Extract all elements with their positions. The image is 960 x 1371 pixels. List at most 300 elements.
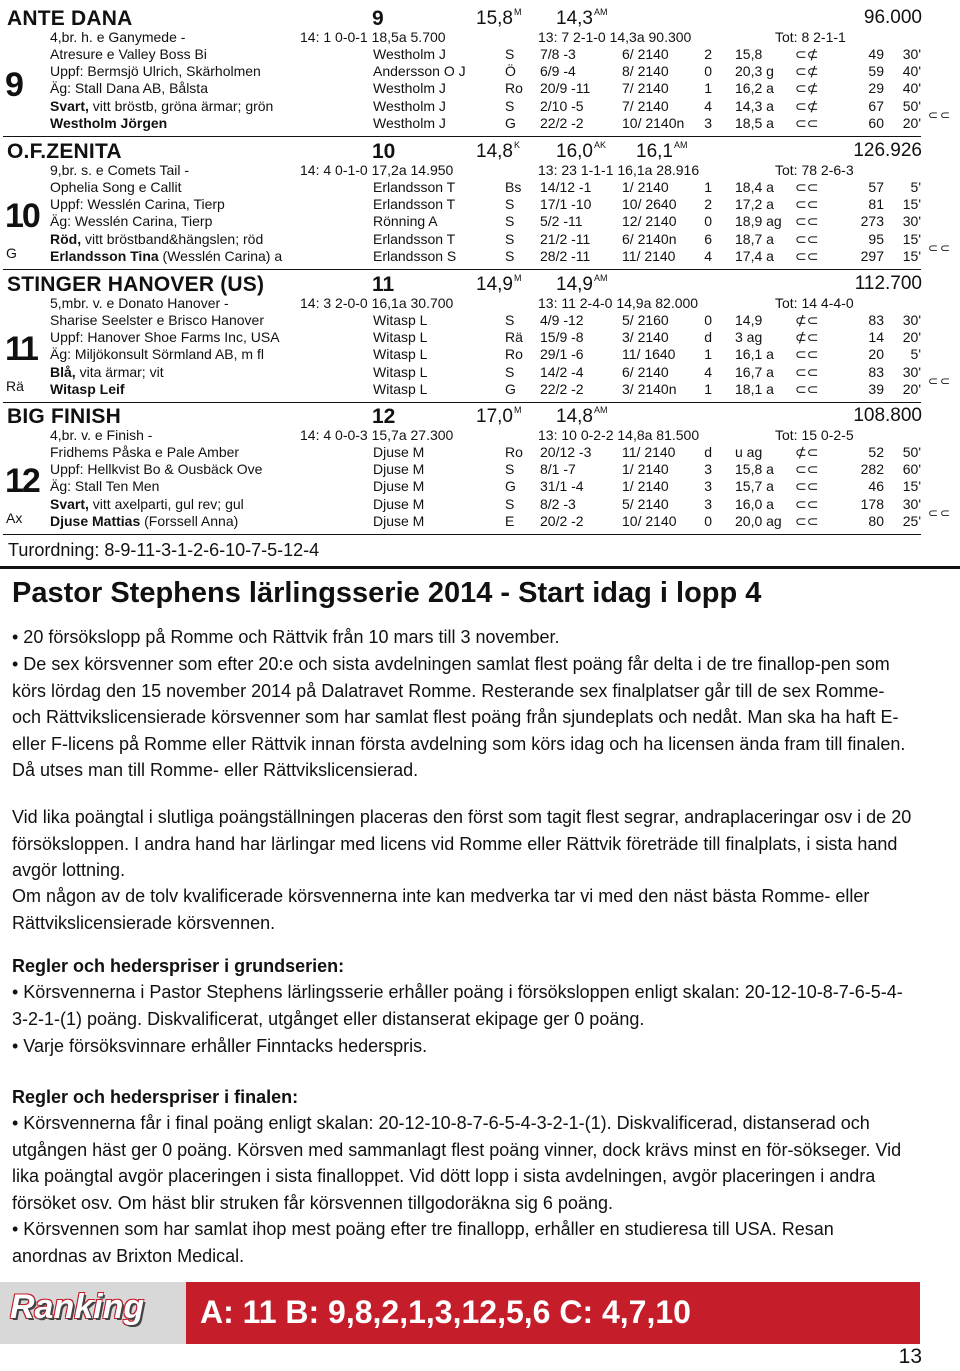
cell-t: Ro (505, 444, 523, 460)
cell-tm: 15,8 (735, 46, 763, 62)
stats-c: 13: 11 2-4-0 14,9a 82.000 (538, 295, 699, 311)
cell-pl: 4 (704, 363, 712, 380)
info-section (0, 566, 960, 1279)
cell-sh: ⊄⊂ (795, 312, 819, 328)
divider (3, 269, 921, 270)
cell-sh: ⊂⊄ (795, 80, 819, 97)
cell-t: E (505, 512, 515, 529)
cell-dist: 11/ 2140 (622, 444, 676, 460)
info-p6: • Varje försöksvinnare erhåller Finntacks hederspris. (12, 1036, 428, 1056)
cell-t: S (505, 46, 515, 62)
cell-pr: 20' (902, 380, 921, 397)
stats-d: Tot: 15 0-2-5 (775, 427, 854, 443)
divider (3, 534, 921, 535)
cell-pl: 0 (704, 63, 712, 80)
cell-dist: 12/ 2140 (622, 213, 677, 230)
race-line (0, 444, 930, 461)
horse-name: O.F.ZENITA (7, 140, 122, 163)
horse-name: ANTE DANA (7, 7, 133, 30)
info-text: Äg: Miljökonsult Sörmland AB, m fl (50, 346, 264, 363)
cell-sh: ⊂⊂ (795, 230, 819, 247)
info-bold: Svart, (50, 97, 89, 114)
cell-t: S (505, 213, 515, 230)
stats-c: 13: 10 0-2-2 14,8a 81.500 (538, 427, 700, 443)
cell-pr: 5' (910, 179, 921, 195)
cell-tm: 16,7 a (735, 363, 774, 380)
info-text: Svart, vitt axelparti, gul rev; gul (50, 495, 244, 512)
cell-dt: 31/1 -4 (540, 478, 584, 495)
info-bold: Svart, (50, 495, 89, 512)
horse-entry (0, 8, 960, 138)
info-text: Atresure e Valley Boss Bi (50, 46, 207, 62)
cell-d: Westholm J (373, 97, 446, 114)
cell-d: Andersson O J (373, 63, 466, 80)
horse-header (0, 8, 930, 30)
cell-tm: 16,0 a (735, 495, 774, 512)
cell-dist: 1/ 2140 (622, 478, 669, 495)
cell-pr: 30' (902, 495, 921, 512)
cell-d: Witasp L (373, 312, 428, 328)
race-line (0, 478, 930, 495)
cell-sh: ⊄⊂ (795, 329, 819, 346)
cell-sh: ⊂⊂ (795, 380, 819, 397)
cell-pr: 30' (902, 312, 921, 328)
race-line (0, 364, 930, 381)
cell-pr: 5' (910, 346, 921, 363)
cell-pr: 40' (902, 63, 921, 80)
info-text: Fridhems Påska e Pale Amber (50, 444, 240, 460)
horse-name: STINGER HANOVER (US) (7, 273, 265, 296)
cell-t: S (505, 247, 515, 264)
cell-tm: 17,4 a (735, 247, 774, 264)
info-text: Blå, vita ärmar; vit (50, 363, 164, 380)
cell-t: S (505, 312, 515, 328)
cell-pr: 15' (902, 230, 921, 247)
cell-sh: ⊂⊂ (795, 196, 819, 213)
cell-od: 282 (860, 461, 884, 478)
cell-dist: 10/ 2140n (622, 114, 685, 131)
cell-od: 52 (868, 444, 884, 460)
start-number: 11 (372, 273, 395, 296)
cell-sh: ⊂⊂ (795, 213, 819, 230)
cell-dt: 22/2 -2 (540, 114, 584, 131)
cell-dist: 11/ 2140 (622, 247, 676, 264)
cell-dt: 4/9 -12 (540, 312, 584, 328)
cell-dt: 5/2 -11 (540, 213, 583, 230)
ranking-label: Ranking (10, 1288, 145, 1326)
cell-sh: ⊂⊂ (795, 461, 819, 478)
cell-d: Westholm J (373, 46, 446, 62)
earnings: 108.800 (853, 405, 922, 426)
cell-t: S (505, 97, 515, 114)
race-line (0, 213, 930, 230)
cell-dt: 21/2 -11 (540, 230, 591, 247)
cell-pr: 50' (902, 97, 921, 114)
turordning: Turordning: 8-9-11-3-1-2-6-10-7-5-12-4 (8, 540, 320, 560)
cell-sh: ⊂⊂ (795, 478, 819, 495)
cell-d: Erlandsson T (373, 179, 456, 195)
cell-sh: ⊂⊂ (795, 114, 819, 131)
info-bold: Westholm Jörgen (50, 114, 168, 131)
cell-od: 49 (868, 46, 884, 62)
race-line (0, 196, 930, 213)
cell-od: 178 (860, 495, 884, 512)
record-1: $17,0^M$ (476, 405, 522, 427)
cell-pl: 1 (704, 80, 712, 97)
cell-dist: 7/ 2140 (622, 80, 669, 97)
info-p7: • Körsvennerna får i final poäng enligt skalan: 20-12-10-8-7-6-5-4-3-2-1-(1). Diskvalificerad, distanserad och utgången häst ger 0 poäng. Körsven med sammanlagt flest poäng vinner, dock krävs minst en för-sökseger. Vid lika poängtal avgör placeringen i sista finalloppet. Vid dött lopp i sista avdelningen, avgör placeringen i andra försöket osv. Om häst blir struken får körsvennen tillgodoräkna sig 6 poäng. (12, 1113, 902, 1213)
cell-tm: 16,1 a (735, 346, 774, 363)
record-3: $16,1^{AM}$ (636, 140, 688, 162)
cell-t: Ö (505, 63, 516, 80)
cell-dist: 6/ 2140 (622, 363, 669, 380)
cell-dt: 2/10 -5 (540, 97, 584, 114)
record-3 (636, 273, 637, 296)
cell-od: 297 (860, 247, 884, 264)
info-p8: • Körsvennen som har samlat ihop mest poäng efter tre finallopp, erhåller en studieresa till USA. Resan anordnas av Brixton Medical. (12, 1219, 834, 1266)
cell-pr: 15' (902, 247, 921, 264)
cell-dist: 5/ 2160 (622, 312, 669, 328)
cell-t: Rä (505, 329, 523, 346)
stats-line (0, 427, 930, 444)
info-bold: Erlandsson Tina (50, 247, 159, 264)
cell-d: Westholm J (373, 114, 446, 131)
cell-od: 14 (868, 329, 884, 346)
cell-dt: 8/2 -3 (540, 495, 576, 512)
cell-dt: 8/1 -7 (540, 461, 576, 478)
cell-t: Ro (505, 346, 523, 363)
cell-dt: 20/9 -11 (540, 80, 591, 97)
cell-tm: 18,1 a (735, 380, 774, 397)
start-number: 9 (372, 7, 384, 30)
cell-d: Witasp L (373, 363, 428, 380)
stats-line (0, 29, 930, 46)
horse-header (0, 141, 930, 163)
cell-dist: 7/ 2140 (622, 97, 669, 114)
cell-tm: 18,7 a (735, 230, 774, 247)
cell-sh: ⊂⊄ (795, 97, 819, 114)
stats-a: 9,br. s. e Comets Tail - (50, 162, 190, 178)
cell-od: 46 (868, 478, 884, 495)
cell-t: S (505, 461, 515, 478)
cell-dt: 28/2 -11 (540, 247, 591, 264)
cell-sh: ⊂⊂ (795, 495, 819, 512)
cell-pr: 50' (902, 444, 921, 460)
gait-code: Ax (6, 510, 23, 526)
big-start-number: 12 (5, 462, 39, 500)
cell-d: Witasp L (373, 329, 428, 346)
cell-od: 59 (868, 63, 884, 80)
race-line (0, 513, 930, 530)
cell-pr: 40' (902, 80, 921, 97)
cell-d: Djuse M (373, 478, 425, 495)
record-1: $14,8^K$ (476, 140, 520, 162)
cell-pl: d (704, 329, 712, 346)
lane-symbol: ⊂⊂ (928, 108, 953, 122)
record-2: $14,3^{AM}$ (556, 7, 608, 29)
cell-tm: 3 ag (735, 329, 763, 346)
info-text: Uppf: Hellkvist Bo & Ousbäck Ove (50, 461, 263, 478)
cell-d: Djuse M (373, 495, 425, 512)
info-bold: Witasp Leif (50, 380, 125, 397)
race-line (0, 115, 930, 132)
cell-pl: 3 (704, 478, 712, 495)
info-text (50, 381, 125, 397)
record-1: $14,9^M$ (476, 273, 522, 295)
cell-pl: 0 (704, 312, 712, 328)
cell-pr: 15' (902, 478, 921, 495)
cell-d: Rönning A (373, 213, 438, 230)
earnings: 96.000 (863, 7, 922, 28)
record-3 (636, 7, 637, 30)
cell-sh: ⊂⊂ (795, 363, 819, 380)
cell-dt: 20/2 -2 (540, 512, 584, 529)
race-line (0, 381, 930, 398)
cell-tm: u ag (735, 444, 763, 460)
cell-pr: 25' (902, 512, 921, 529)
cell-pl: 4 (704, 247, 712, 264)
cell-t: G (505, 380, 516, 397)
cell-od: 60 (868, 114, 884, 131)
race-line (0, 496, 930, 513)
cell-dist: 1/ 2140 (622, 179, 669, 195)
horse-header (0, 406, 930, 428)
record-2: $14,8^{AM}$ (556, 405, 608, 427)
cell-dist: 3/ 2140 (622, 329, 669, 346)
race-line (0, 46, 930, 63)
cell-od: 80 (868, 512, 884, 529)
start-number: 12 (372, 405, 396, 428)
cell-d: Erlandsson T (373, 196, 456, 213)
ranking-value: A: 11 B: 9,8,2,1,3,12,5,6 C: 4,7,10 (200, 1294, 691, 1330)
gait-code: G (6, 245, 17, 261)
info-text: Röd, vitt bröstband&hängslen; röd (50, 230, 264, 247)
cell-d: Djuse M (373, 512, 425, 529)
cell-od: 81 (868, 196, 884, 213)
cell-t: S (505, 196, 515, 213)
cell-dt: 17/1 -10 (540, 196, 592, 213)
info-text: Ophelia Song e Callit (50, 179, 182, 195)
cell-dt: 20/12 -3 (540, 444, 592, 460)
cell-dist: 6/ 2140n (622, 230, 677, 247)
stats-c: 13: 23 1-1-1 16,1a 28.916 (538, 162, 700, 178)
info-p1: • 20 försökslopp på Romme och Rättvik från 10 mars till 3 november. (12, 627, 560, 647)
cell-t: G (505, 114, 516, 131)
stats-line (0, 162, 930, 179)
cell-t: S (505, 363, 515, 380)
cell-sh: ⊂⊂ (795, 346, 819, 363)
cell-pl: 3 (704, 114, 712, 131)
earnings: 126.926 (853, 140, 922, 161)
cell-t: Ro (505, 80, 523, 97)
cell-pl: 4 (704, 97, 712, 114)
record-3 (636, 405, 637, 428)
cell-dist: 3/ 2140n (622, 380, 677, 397)
cell-dt: 14/2 -4 (540, 363, 584, 380)
cell-tm: 20,3 g (735, 63, 774, 80)
cell-dist: 10/ 2140 (622, 512, 677, 529)
stats-a: 4,br. h. e Ganymede - (50, 29, 186, 45)
cell-od: 39 (868, 380, 884, 397)
cell-pl: d (704, 444, 712, 460)
stats-line (0, 295, 930, 312)
cell-d: Witasp L (373, 380, 428, 397)
info-text: Uppf: Hanover Shoe Farms Inc, USA (50, 329, 280, 346)
cell-dist: 10/ 2640 (622, 196, 677, 213)
cell-pr: 30' (902, 46, 921, 62)
divider (3, 402, 921, 403)
stats-a: 4,br. v. e Finish - (50, 427, 153, 443)
cell-pr: 15' (902, 196, 921, 213)
cell-tm: 16,2 a (735, 80, 774, 97)
cell-od: 67 (868, 97, 884, 114)
cell-sh: ⊄⊂ (795, 444, 819, 460)
start-number: 10 (372, 140, 396, 163)
cell-pl: 2 (704, 46, 712, 62)
cell-pl: 0 (704, 512, 712, 529)
info-p5: • Körsvennerna i Pastor Stephens lärlingsserie erhåller poäng i försöksloppen enligt skalan: 20-12-10-8-7-6-5-4-3-2-1-(1) poäng. Diskvalificerat, utgånget eller distanserat ekipage ger 0 poäng. (12, 982, 903, 1029)
stats-b: 14: 3 2-0-0 16,1a 30.700 (300, 295, 454, 311)
cell-tm: 15,8 a (735, 461, 774, 478)
cell-d: Djuse M (373, 444, 425, 460)
cell-dist: 1/ 2140 (622, 461, 669, 478)
info-text: Sharise Seelster e Brisco Hanover (50, 312, 264, 328)
cell-dt: 14/12 -1 (540, 179, 592, 195)
stats-a: 5,mbr. v. e Donato Hanover - (50, 295, 229, 311)
cell-pl: 0 (704, 213, 712, 230)
big-start-number: 10 (5, 197, 39, 235)
stats-d: Tot: 14 4-4-0 (775, 295, 854, 311)
cell-pl: 1 (704, 179, 712, 195)
info-p2: • De sex körsvenner som efter 20:e och sista avdelningen samlat flest poäng får delta i de tre finallop-pen som körs lördag den 15 november 2014 på Dalatravet Romme. Resterande sex finalplatser går till de sex Romme- och Rättvikslicensierade körsvenner som har samlat flest poäng från sjundeplats och nedåt. Man ska ha haft E- eller F-licens på Romme eller Rättvik innan första avdelning som körs idag och ha licensen ända fram till finalen. Då utses man till Romme- eller Rättvikslicensierad. (12, 654, 906, 780)
info-text: Äg: Stall Ten Men (50, 478, 160, 495)
cell-pr: 60' (902, 461, 921, 478)
horse-name: BIG FINISH (7, 405, 122, 428)
info-bold: Blå, (50, 363, 76, 380)
cell-pl: 3 (704, 495, 712, 512)
record-2: $16,0^{AK}$ (556, 140, 606, 162)
race-line (0, 179, 930, 196)
info-text: Uppf: Bermsjö Ulrich, Skärholmen (50, 63, 261, 80)
info-text (50, 115, 167, 131)
cell-pl: 6 (704, 230, 712, 247)
record-1: $15,8^M$ (476, 7, 522, 29)
info-heading-2: Regler och hederspriser i finalen: (12, 1087, 299, 1107)
race-line (0, 248, 930, 265)
ranking-bar (0, 1282, 960, 1346)
info-p3: Vid lika poängtal i slutliga poängställningen placeras den först som tagit flest segrar, andraplaceringar osv i de 20 försöksloppen. I andra hand har lärlingar med licens vid Romme eller Rättvik företräde till finalplats, i sista hand avgör lottning. (12, 807, 912, 880)
cell-tm: 14,3 a (735, 97, 774, 114)
stats-b: 14: 4 0-0-3 15,7a 27.300 (300, 427, 454, 443)
cell-dist: 11/ 1640 (622, 346, 676, 363)
cell-pl: 3 (704, 461, 712, 478)
race-line (0, 329, 930, 346)
cell-sh: ⊂⊄ (795, 46, 819, 62)
cell-d: Erlandsson S (373, 247, 457, 264)
cell-od: 273 (860, 213, 884, 230)
cell-dist: 5/ 2140 (622, 495, 669, 512)
cell-pr: 20' (902, 114, 921, 131)
cell-sh: ⊂⊂ (795, 179, 819, 195)
cell-d: Erlandsson T (373, 230, 456, 247)
race-line (0, 461, 930, 478)
stats-d: Tot: 78 2-6-3 (775, 162, 854, 178)
cell-t: S (505, 495, 515, 512)
cell-tm: 17,2 a (735, 196, 774, 213)
cell-dist: 8/ 2140 (622, 63, 669, 80)
earnings: 112.700 (854, 273, 922, 294)
race-line (0, 346, 930, 363)
info-p4: Om någon av de tolv kvalificerade körsvennerna inte kan medverka tar vi med den näst bästa Romme- eller Rättvikslicensierade körsvennen. (12, 886, 870, 933)
cell-dist: 6/ 2140 (622, 46, 669, 62)
horse-header (0, 274, 930, 296)
cell-tm: 14,9 (735, 312, 763, 328)
cell-pr: 20' (902, 329, 921, 346)
cell-d: Witasp L (373, 346, 428, 363)
cell-sh: ⊂⊂ (795, 247, 819, 264)
race-line (0, 80, 930, 97)
gait-code: Rä (6, 378, 24, 394)
divider (3, 136, 921, 137)
info-bold: Röd, (50, 230, 82, 247)
info-text: Äg: Stall Dana AB, Bålsta (50, 80, 208, 97)
cell-od: 29 (868, 80, 884, 97)
stats-c: 13: 7 2-1-0 14,3a 90.300 (538, 29, 692, 45)
record-2: $14,9^{AM}$ (556, 273, 608, 295)
cell-tm: 18,9 ag (735, 213, 782, 230)
stats-d: Tot: 8 2-1-1 (775, 29, 846, 45)
cell-tm: 18,5 a (735, 114, 774, 131)
horse-entry (0, 141, 960, 271)
cell-dt: 15/9 -8 (540, 329, 584, 346)
stats-b: 14: 4 0-1-0 17,2a 14.950 (300, 162, 454, 178)
page-number: 13 (898, 1345, 922, 1368)
race-line (0, 312, 930, 329)
horse-entry (0, 406, 960, 536)
horse-entry (0, 274, 960, 404)
info-heading-1: Regler och hederspriser i grundserien: (12, 956, 345, 976)
info-text: Erlandsson Tina (Wesslén Carina) a (50, 247, 283, 264)
race-line (0, 63, 930, 80)
cell-tm: 20,0 ag (735, 512, 782, 529)
stats-b: 14: 1 0-0-1 18,5a 5.700 (300, 29, 446, 45)
cell-t: G (505, 478, 516, 495)
info-title: Pastor Stephens lärlingsserie 2014 - Start idag i lopp 4 (12, 577, 762, 609)
big-start-number: 9 (5, 66, 24, 104)
cell-t: S (505, 230, 515, 247)
info-text: Äg: Wesslén Carina, Tierp (50, 213, 213, 230)
race-line (0, 98, 930, 115)
cell-od: 20 (868, 346, 884, 363)
info-text: Uppf: Wesslén Carina, Tierp (50, 196, 225, 213)
cell-pl: 1 (704, 380, 712, 397)
cell-sh: ⊂⊂ (795, 512, 819, 529)
cell-dt: 7/8 -3 (540, 46, 576, 62)
race-line (0, 231, 930, 248)
big-start-number: 11 (5, 330, 37, 368)
cell-dt: 29/1 -6 (540, 346, 584, 363)
cell-pl: 1 (704, 346, 712, 363)
cell-pr: 30' (902, 363, 921, 380)
cell-od: 83 (868, 312, 884, 328)
lane-symbol: ⊂⊂ (928, 506, 953, 520)
cell-d: Djuse M (373, 461, 425, 478)
cell-tm: 15,7 a (735, 478, 774, 495)
cell-pl: 2 (704, 196, 712, 213)
cell-od: 95 (868, 230, 884, 247)
info-bold: Djuse Mattias (50, 512, 141, 529)
cell-d: Westholm J (373, 80, 446, 97)
